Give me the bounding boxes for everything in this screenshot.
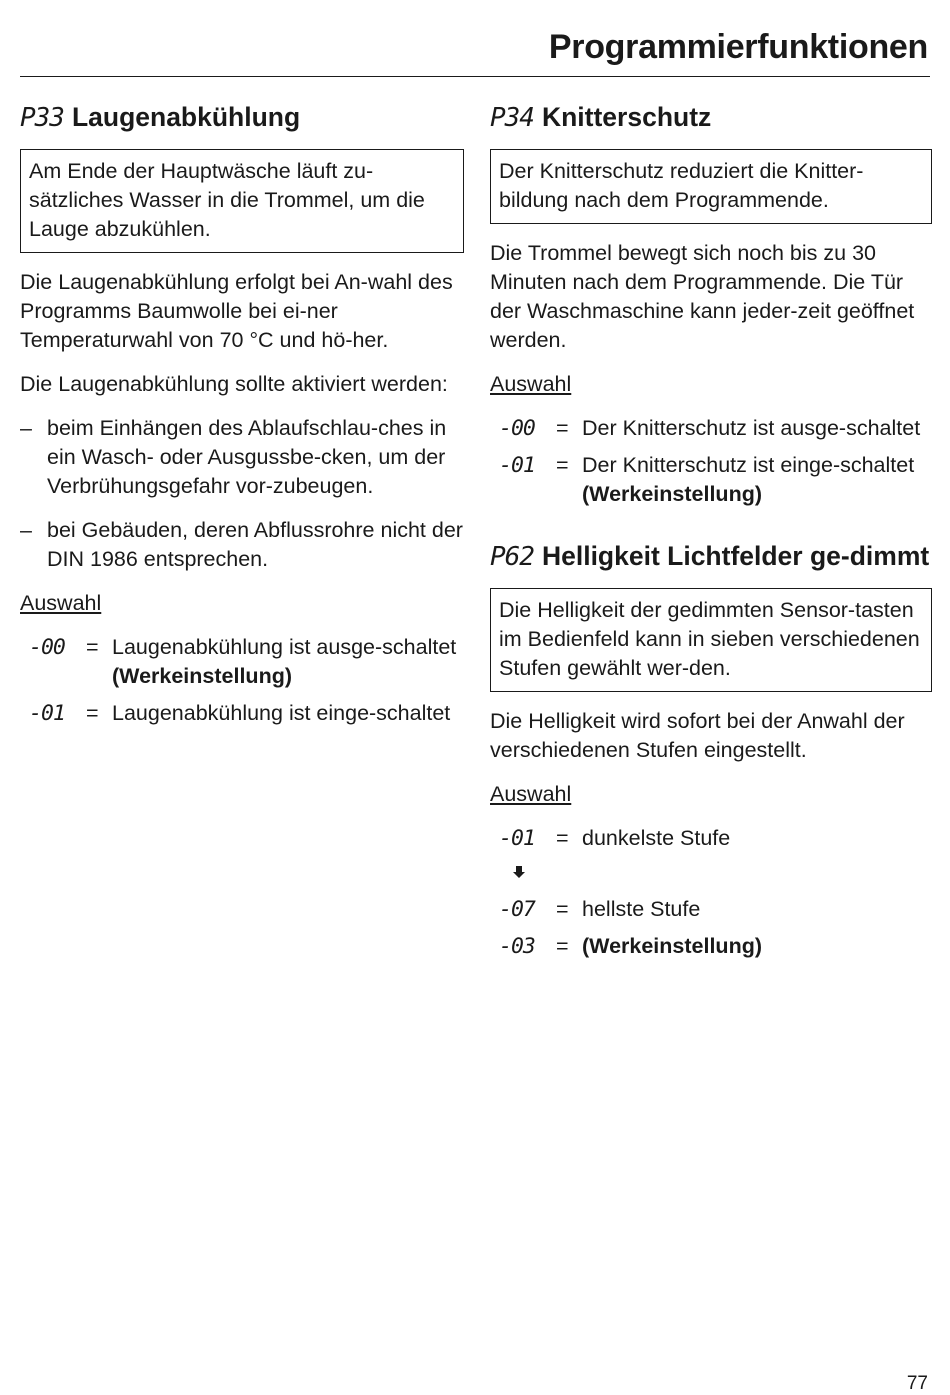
title-divider (20, 76, 930, 77)
info-box: Die Helligkeit der gedimmten Sensor-tasten im Bedienfeld kann in sieben verschiedenen Stufen gewählt wer-den. (490, 588, 932, 692)
option-text: (Werkeinstellung) (582, 934, 762, 958)
paragraph: Die Helligkeit wird sofort bei der Anwahl der verschiedenen Stufen eingestellt. (490, 709, 905, 762)
section-code: P33 (20, 103, 64, 133)
option-equals: = (556, 934, 569, 958)
option-text: Laugenabkühlung ist ausge-schaltet (Werkeinstellung) (112, 635, 457, 688)
option-text: hellste Stufe (582, 897, 701, 921)
list-item: – beim Einhängen des Ablaufschlau-ches in ein Wasch- oder Ausgussbe-cken, um der Verbrühungsgefahr vor-zubeugen. (20, 416, 447, 498)
right-column (490, 100, 932, 969)
section-heading-p62 (490, 539, 932, 574)
auswahl-label: Auswahl (490, 372, 572, 396)
option-row (20, 699, 464, 728)
option-code: -01 (499, 453, 535, 478)
option-equals: = (556, 416, 569, 440)
section-title: Helligkeit Lichtfelder ge-dimmt (541, 541, 930, 571)
option-code: -01 (29, 701, 65, 726)
option-text: Der Knitterschutz ist einge-schaltet (Werkeinstellung) (582, 453, 915, 506)
option-code: -07 (499, 897, 535, 922)
left-column (20, 100, 464, 736)
paragraph: Die Laugenabkühlung sollte aktiviert werden: (20, 372, 448, 396)
page-number: 77 (906, 1373, 928, 1394)
page-title: Programmierfunktionen (548, 28, 928, 66)
option-row (490, 895, 932, 924)
option-code: -00 (499, 416, 535, 441)
section-heading-p33 (20, 100, 464, 135)
paragraph: Die Laugenabkühlung erfolgt bei An-wahl des Programms Baumwolle bei ei-ner Temperaturwahl von 70 °C und hö-her. (20, 270, 453, 352)
option-equals: = (556, 826, 569, 850)
info-box: Am Ende der Hauptwäsche läuft zu-sätzliches Wasser in die Trommel, um die Lauge abzukühlen. (20, 149, 464, 253)
section-code: P34 (490, 103, 534, 133)
option-text: dunkelste Stufe (582, 826, 731, 850)
option-equals: = (86, 701, 99, 725)
section-code: P62 (490, 542, 534, 572)
option-row (490, 451, 932, 509)
option-equals: = (86, 635, 99, 659)
option-equals: = (556, 897, 569, 921)
option-row (490, 824, 932, 853)
option-equals: = (556, 453, 569, 477)
arrow-down-icon (490, 861, 932, 895)
info-box: Der Knitterschutz reduziert die Knitter-bildung nach dem Programmende. (490, 149, 932, 224)
paragraph: Die Trommel bewegt sich noch bis zu 30 Minuten nach dem Programmende. Die Tür der Waschmaschine kann jeder-zeit geöffnet werden. (490, 241, 915, 352)
option-code: -01 (499, 826, 535, 851)
section-heading-p34 (490, 100, 932, 135)
option-text: Der Knitterschutz ist ausge-schaltet (582, 416, 921, 440)
option-code: -03 (499, 934, 535, 959)
option-row (490, 414, 932, 443)
section-title: Knitterschutz (541, 102, 712, 132)
bullet-list (20, 414, 464, 574)
option-text: Laugenabkühlung ist einge-schaltet (112, 701, 451, 725)
auswahl-label: Auswahl (490, 782, 572, 806)
list-item: – bei Gebäuden, deren Abflussrohre nicht der DIN 1986 entsprechen. (20, 518, 463, 571)
option-row (490, 932, 932, 961)
option-code: -00 (29, 635, 65, 660)
option-row (20, 633, 464, 691)
auswahl-label: Auswahl (20, 591, 102, 615)
section-title: Laugenabkühlung (71, 102, 301, 132)
